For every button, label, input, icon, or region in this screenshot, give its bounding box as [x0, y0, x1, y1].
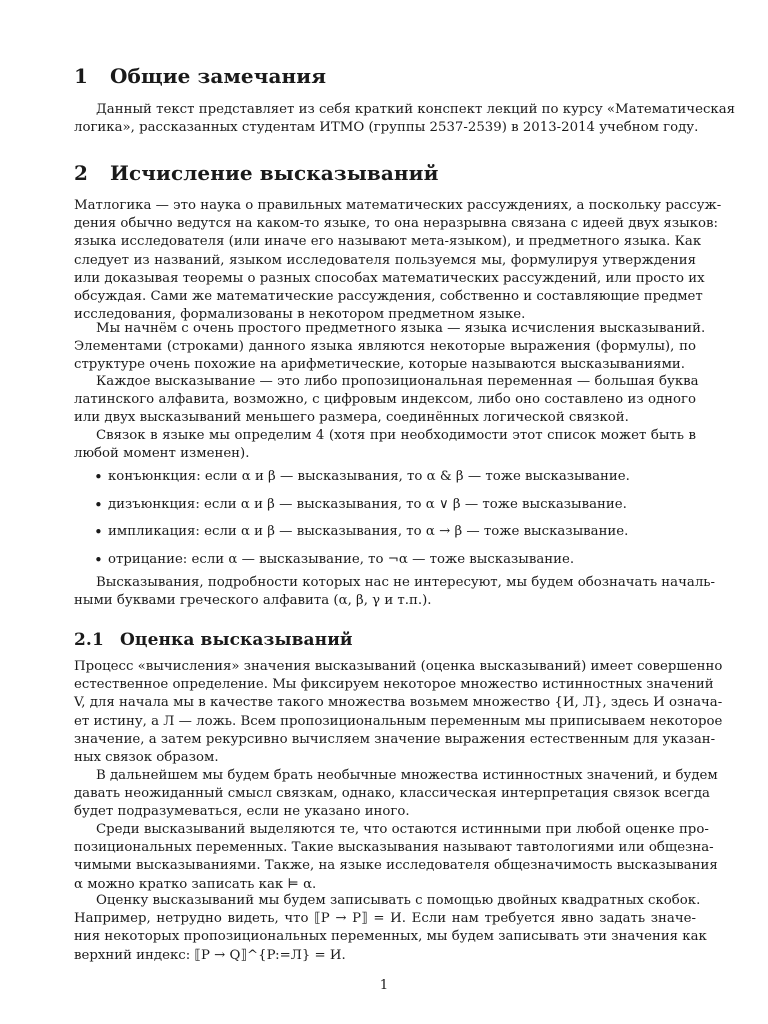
text-line: Мы начнём с очень простого предметного языка — языка исчисления высказываний.: [96, 321, 706, 336]
text-line: чимыми высказываниями. Также, на языке исследователя общезначимость высказывания: [74, 858, 718, 874]
text-line: Среди высказываний выделяются те, что остаются истинными при любой оценке про-: [96, 822, 709, 837]
paragraph-tautology: [74, 821, 718, 894]
text-line: Например, нетрудно видеть, что ⟦P → P⟧ = И. Если нам требуется явно задать значе-: [74, 911, 696, 927]
text-line: Высказывания, подробности которых нас не интересуют, мы будем обозначать началь-: [96, 575, 715, 590]
text-line: Матлогика — это наука о правильных математических рассуждениях, а поскольку рассуж-: [74, 198, 722, 213]
list-item-text: дизъюнкция: если α и β — высказывания, то α ∨ β — тоже высказывание.: [108, 497, 627, 512]
paragraph-evaluation: [74, 658, 723, 767]
text-line: ния некоторых пропозициональных переменных, мы будем записывать эти значения как: [74, 929, 707, 945]
text-line: Процесс «вычисления» значения высказываний (оценка высказываний) имеет совершенно: [74, 659, 723, 674]
text-line: α можно кратко записать как ⊨ α.: [74, 876, 317, 892]
text-line: дения обычно ведутся на каком-то языке, то она неразрывна связана с идеей двух языков:: [74, 216, 718, 232]
text-line: ных связок образом.: [74, 749, 219, 765]
paragraph-brackets: [74, 892, 707, 965]
text-line: В дальнейшем мы будем брать необычные множества истинностных значений, и будем: [96, 768, 718, 783]
bullet-icon: •: [94, 551, 103, 569]
paragraph-statement: [74, 373, 699, 428]
text-line: значение, а затем рекурсивно вычисляем значение выражения естественным для указан-: [74, 731, 716, 747]
bullet-icon: •: [94, 523, 103, 541]
paragraph-matlogic: [74, 197, 722, 324]
paragraph-unusual: [74, 767, 718, 822]
text-line: языка исследователя (или иначе его называют мета-языком), и предметного языка. Как: [74, 234, 702, 250]
subsection-title: Оценка высказываний: [120, 630, 353, 650]
text-line: любой момент изменен).: [74, 446, 250, 462]
text-line: или доказывая теоремы о разных способах математических рассуждений, или просто их: [74, 270, 705, 286]
text-line: обсуждая. Сами же математические рассуждения, собственно и составляющие предмет: [74, 288, 703, 304]
section-number: 1: [74, 64, 89, 88]
text-line: Оценку высказываний мы будем записывать с помощью двойных квадратных скобок.: [96, 893, 701, 908]
text-line: верхний индекс: ⟦P → Q⟧^{P:=Л} = И.: [74, 947, 346, 963]
list-item-text: импликация: если α и β — высказывания, то α → β — тоже высказывание.: [108, 524, 629, 539]
subsection-number: 2.1: [74, 630, 104, 650]
subsection-heading: [74, 630, 353, 650]
section-heading-2: [74, 161, 439, 185]
text-line: ет истину, а Л — ложь. Всем пропозициональным переменным мы приписываем некоторое: [74, 713, 723, 729]
list-item-text: конъюнкция: если α и β — высказывания, то α & β — тоже высказывание.: [108, 469, 630, 484]
text-line: или двух высказываний меньшего размера, соединённых логической связкой.: [74, 410, 629, 426]
text-line: логика», рассказанных студентам ИТМО (группы 2537-2539) в 2013-2014 учебном году.: [74, 120, 699, 136]
text-line: будет подразумеваться, если не указано иного.: [74, 804, 410, 820]
text-line: V, для начала мы в качестве такого множества возьмем множество {И, Л}, здесь И означа-: [74, 695, 723, 711]
section-number: 2: [74, 161, 89, 185]
text-line: Каждое высказывание — это либо пропозициональная переменная — большая буква: [96, 374, 699, 389]
text-line: структуре очень похожие на арифметические, которые называются высказываниями.: [74, 357, 686, 373]
page-number: 1: [379, 978, 389, 993]
text-line: Данный текст представляет из себя краткий конспект лекций по курсу «Математическая: [96, 102, 736, 117]
paragraph-language: [74, 320, 706, 375]
bullet-icon: •: [94, 468, 103, 486]
section-heading-1: [74, 64, 326, 88]
paragraph-connectives: [74, 427, 696, 463]
text-line: исследования, формализованы в некотором предметном языке.: [74, 307, 526, 323]
text-line: следует из названий, языком исследователя пользуемся мы, формулируя утверждения: [74, 252, 696, 268]
text-line: давать неожиданный смысл связкам, однако, классическая интерпретация связок всегда: [74, 786, 710, 802]
bullet-icon: •: [94, 496, 103, 514]
paragraph-greek: [74, 574, 715, 610]
text-line: латинского алфавита, возможно, с цифровым индексом, либо оно составлено из одного: [74, 392, 696, 408]
text-line: ными буквами греческого алфавита (α, β, γ и т.п.).: [74, 593, 432, 609]
text-line: Элементами (строками) данного языка являются некоторые выражения (формулы), по: [74, 339, 696, 355]
text-line: Связок в языке мы определим 4 (хотя при необходимости этот список может быть в: [96, 428, 696, 443]
list-item-text: отрицание: если α — высказывание, то ¬α — тоже высказывание.: [108, 552, 575, 567]
section-title: Общие замечания: [110, 64, 327, 88]
text-line: естественное определение. Мы фиксируем некоторое множество истинностных значений: [74, 677, 714, 693]
section-title: Исчисление высказываний: [110, 161, 439, 185]
intro-paragraph: [74, 101, 736, 137]
text-line: позициональных переменных. Такие высказывания называют тавтологиями или общезна-: [74, 840, 714, 856]
